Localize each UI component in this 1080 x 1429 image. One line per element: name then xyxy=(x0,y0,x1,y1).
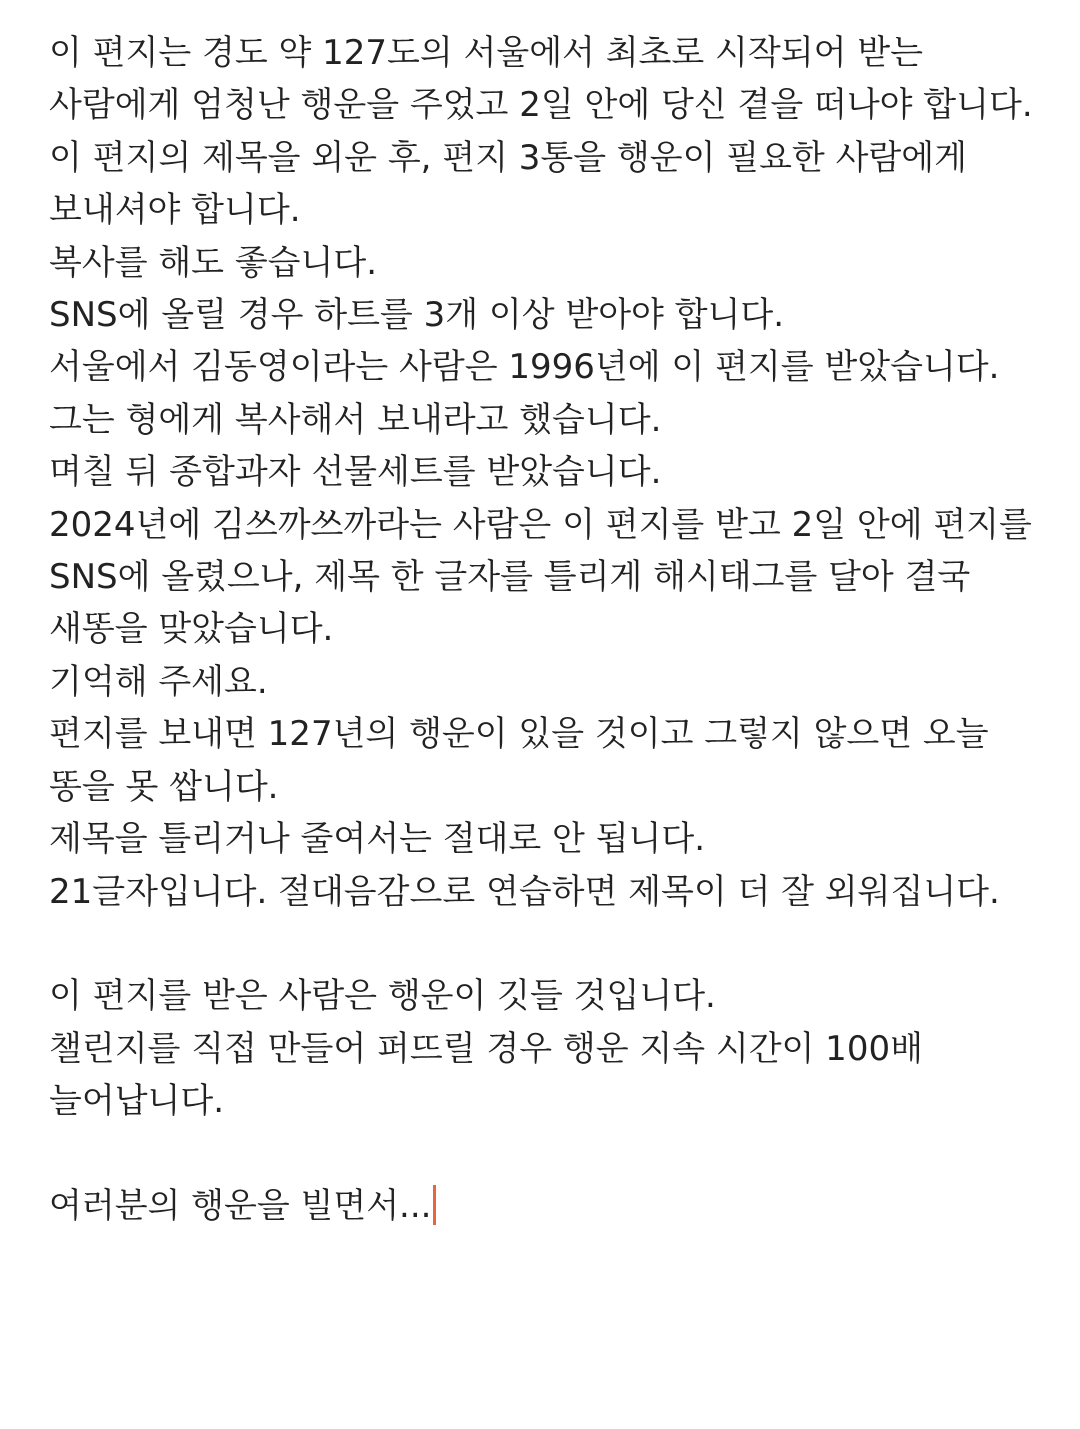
paragraph-14[interactable]: 챌린지를 직접 만들어 퍼뜨릴 경우 행운 지속 시간이 100배 늘어납니다. xyxy=(49,1028,923,1122)
paragraph-11[interactable]: 제목을 틀리거나 줄여서는 절대로 안 됩니다. xyxy=(49,819,706,860)
paragraph-13[interactable]: 이 편지를 받은 사람은 행운이 깃들 것입니다. xyxy=(49,976,716,1017)
text-editor[interactable] xyxy=(49,27,1039,1232)
paragraph-12[interactable]: 21글자입니다. 절대음감으로 연습하면 제목이 더 잘 외워집니다. xyxy=(49,871,1000,912)
paragraph-10[interactable]: 편지를 보내면 127년의 행운이 있을 것이고 그렇지 않으면 오늘 똥을 못 쌉니다. xyxy=(49,714,989,807)
paragraph-3[interactable]: 복사를 해도 좋습니다. xyxy=(49,242,378,283)
paragraph-2[interactable]: 이 편지의 제목을 외운 후, 편지 3통을 행운이 필요한 사람에게 보내셔야 합니다. xyxy=(49,137,967,231)
blank-line-2[interactable] xyxy=(49,1128,1039,1180)
paragraph-1[interactable]: 이 편지는 경도 약 127도의 서울에서 최초로 시작되어 받는 사람에게 엄청난 행운을 주었고 2일 안에 당신 곁을 떠나야 합니다. xyxy=(49,33,1033,126)
paragraph-8[interactable]: 2024년에 김쓰까쓰까라는 사람은 이 편지를 받고 2일 안에 편지를 SNS에 올렸으나, 제목 한 글자를 틀리게 해시태그를 달아 결국 새똥을 맞았습니다. xyxy=(49,504,1032,650)
closing-line[interactable]: 여러분의 행운을 빌면서... xyxy=(49,1185,432,1226)
text-cursor xyxy=(433,1185,436,1225)
paragraph-4[interactable]: SNS에 올릴 경우 하트를 3개 이상 받아야 합니다. xyxy=(49,295,785,336)
paragraph-5[interactable]: 서울에서 김동영이라는 사람은 1996년에 이 편지를 받았습니다. xyxy=(49,347,1000,388)
paragraph-7[interactable]: 며칠 뒤 종합과자 선물세트를 받았습니다. xyxy=(49,452,662,493)
paragraph-9[interactable]: 기억해 주세요. xyxy=(49,661,268,702)
blank-line-1[interactable] xyxy=(49,918,1039,970)
paragraph-last[interactable] xyxy=(49,1180,1039,1232)
paragraph-6[interactable]: 그는 형에게 복사해서 보내라고 했습니다. xyxy=(49,399,662,440)
